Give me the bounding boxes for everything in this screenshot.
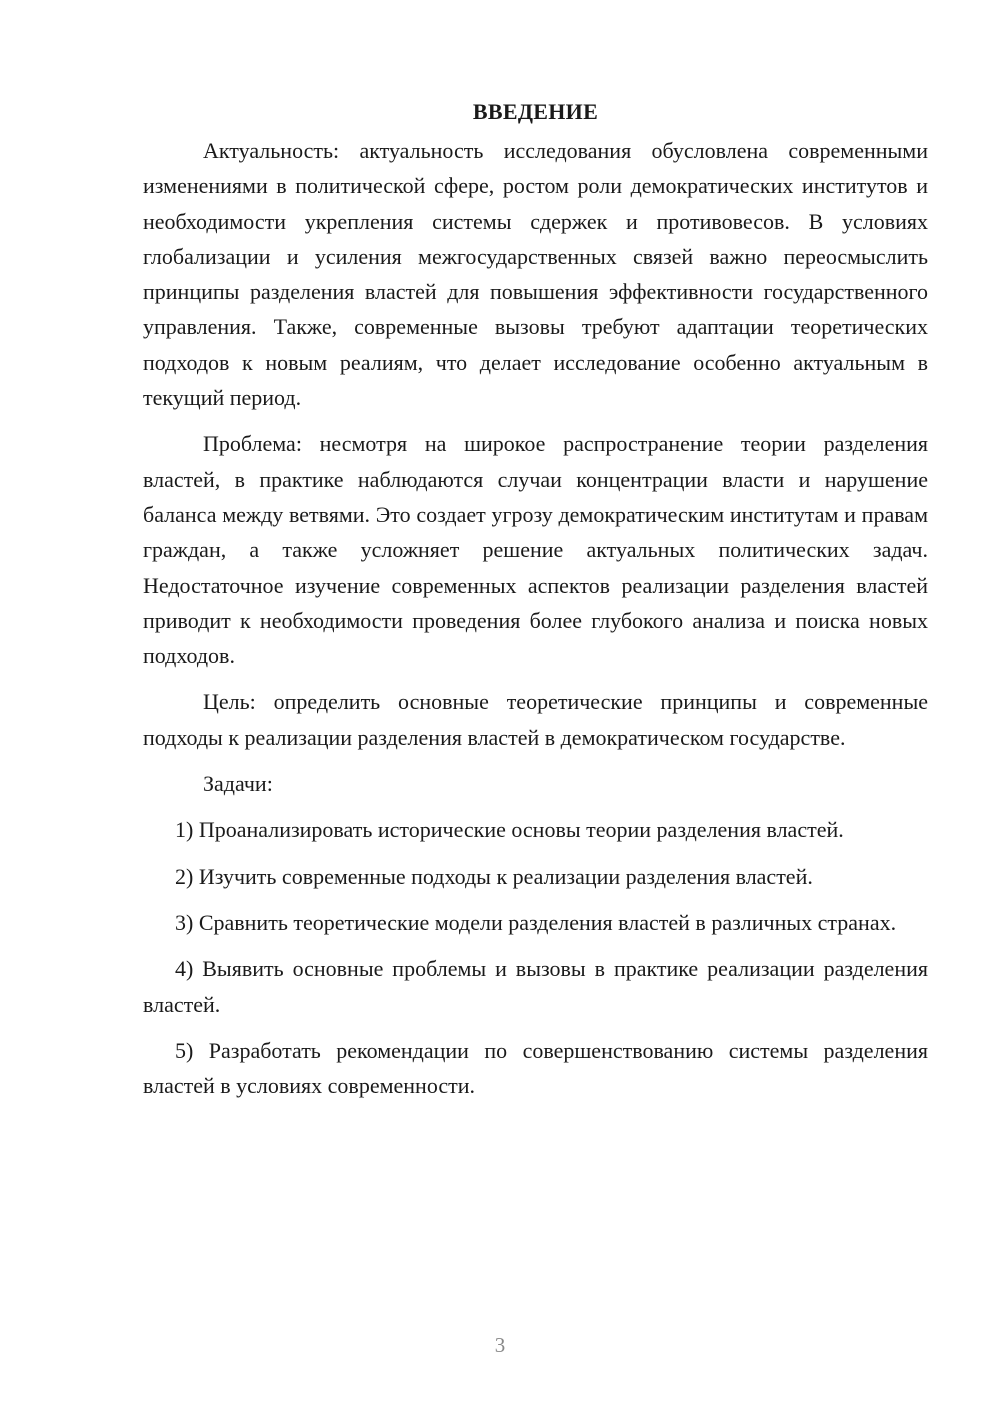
paragraph-problem: Проблема: несмотря на широкое распространение теории разделения властей, в практике наблюдаются случаи концентрации власти и нарушение баланса между ветвями. Это создает угрозу демократическим институтам и правам граждан, а также усложняет решение актуальных политических задач. Недостаточное изучение современных аспектов реализации разделения властей приводит к необходимости проведения более глубокого анализа и поиска новых подходов. <box>143 431 928 669</box>
task-item: 3) Сравнить теоретические модели разделения властей в различных странах. <box>175 909 897 935</box>
paragraph-relevance: Актуальность: актуальность исследования обусловлена современными изменениями в политической сфере, ростом роли демократических институтов и необходимости укрепления системы сдержек и противовесов. В условиях глобализации и усиления межгосударственных связей важно переосмыслить принципы разделения властей для повышения эффективности государственного управления. Также, современные вызовы требуют адаптации теоретических подходов к новым реалиям, что делает исследование особенно актуальным в текущий период. <box>143 138 928 411</box>
task-item: 2) Изучить современные подходы к реализации разделения властей. <box>175 863 813 889</box>
paragraph-goal: Цель: определить основные теоретические принципы и современные подходы к реализации разделения властей в демократическом государстве. <box>143 689 928 750</box>
document-page <box>143 94 928 1114</box>
task-item: 4) Выявить основные проблемы и вызовы в практике реализации разделения властей. <box>143 956 928 1017</box>
task-item: 1) Проанализировать исторические основы теории разделения властей. <box>175 817 844 843</box>
task-item: 5) Разработать рекомендации по совершенствованию системы разделения властей в условиях современности. <box>143 1037 928 1099</box>
page-number: 3 <box>494 1333 506 1357</box>
tasks-heading: Задачи: <box>203 771 273 797</box>
page-title: ВВЕДЕНИЕ <box>472 99 599 124</box>
